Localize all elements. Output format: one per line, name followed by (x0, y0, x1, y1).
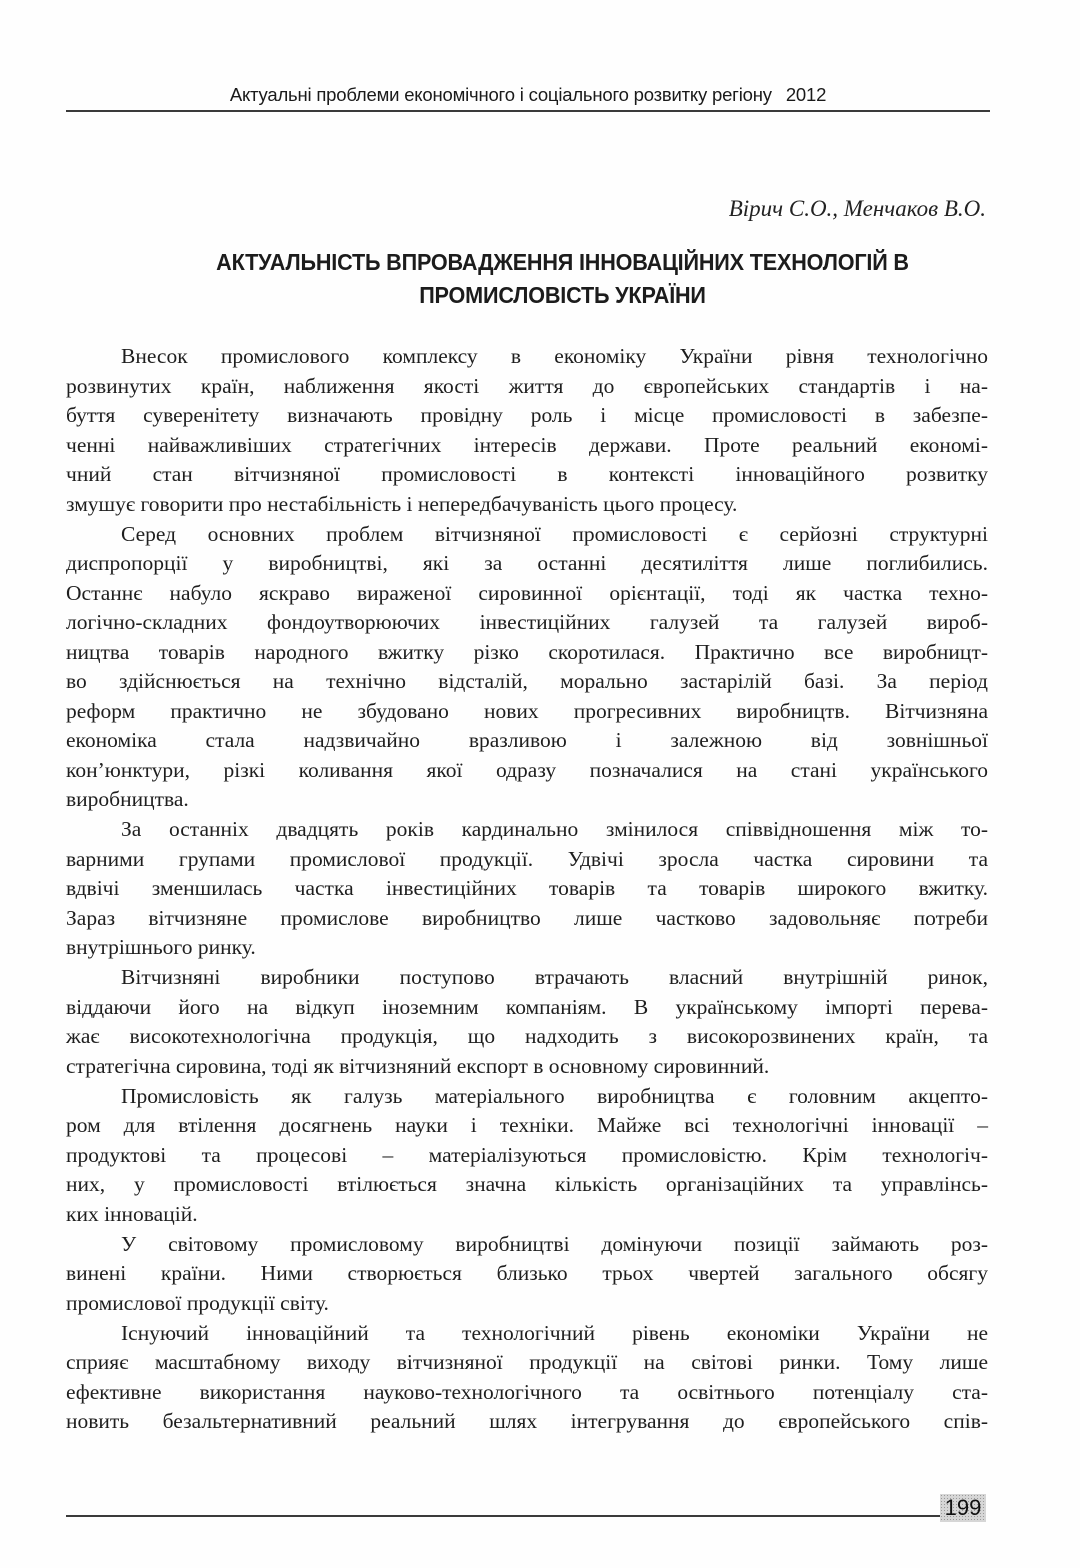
text-line: кон’юнктури, різкі коливання якої одразу позначалися на стані українського (66, 757, 988, 782)
text-line: них, у промисловості втілюється значна кількість організаційних та управлінсь- (66, 1172, 988, 1196)
text-line: У світовому промисловому виробництві домінуючи позиції займають роз- (121, 1231, 988, 1256)
text-line: жає високотехнологічна продукція, що надходить з високорозвинених країн, та (66, 1024, 988, 1048)
text-line: Промисловість як галузь матеріального виробництва є головним акцепто- (121, 1083, 988, 1108)
paragraph (66, 342, 988, 519)
journal-year: 2012 (785, 84, 827, 105)
text-line: внутрішнього ринку. (66, 935, 256, 959)
text-line: Серед основних проблем вітчизняної промисловості є серйозні структурні (121, 521, 988, 546)
text-line: віддаючи його на відкуп іноземним компаніям. В українському імпорті перева- (66, 994, 988, 1019)
text-line: сприяє масштабному виходу вітчизняної продукції на світові ринки. Тому лише (66, 1350, 988, 1374)
article-body (66, 342, 988, 1437)
text-line: За останніх двадцять років кардинально змінилося співвідношення між то- (121, 817, 988, 841)
text-line: ництва товарів народного вжитку різко скоротилася. Практично все виробницт- (66, 639, 988, 664)
text-line: Зараз вітчизняне промислове виробництво лише частково задовольняє потреби (66, 905, 988, 930)
text-line: Внесок промислового комплексу в економіку України рівня технологічно (121, 344, 988, 368)
text-line: буття суверенітету визначають провідну роль і місце промисловості в забезпе- (66, 403, 988, 427)
running-header (66, 84, 990, 106)
text-line: Існуючий інноваційний та технологічний рівень економіки України не (121, 1320, 988, 1345)
text-line: реформ практично не збудовано нових прогресивних виробництв. Вітчизняна (66, 698, 988, 723)
text-line: стратегічна сировина, тоді як вітчизняний експорт в основному сировинний. (66, 1053, 770, 1078)
paragraph (66, 1082, 988, 1230)
text-line: чний стан вітчизняної промисловості в контексті інноваційного розвитку (66, 462, 988, 486)
text-line: економіка стала надзвичайно вразливою і залежною від зовнішньої (66, 728, 988, 752)
article-title (146, 246, 979, 312)
text-line: новить безальтернативний реальний шлях інтегрування до європейського спів- (66, 1409, 988, 1433)
title-line: ПРОМИСЛОВІСТЬ УКРАЇНИ (419, 282, 706, 308)
text-line: ром для втілення досягнень науки і техніки. Майже всі технологічні інновації – (66, 1113, 988, 1137)
journal-title: Актуальні проблеми економічного і соціального розвитку регіону (229, 84, 772, 105)
text-line: винені країни. Ними створюється близько трьох чвертей загального обсягу (66, 1261, 988, 1285)
text-line: ких інновацій. (66, 1201, 198, 1226)
text-line: виробництва. (66, 787, 189, 811)
text-line: логічно-складних фондоутворюючих інвестиційних галузей та галузей вироб- (66, 610, 988, 634)
text-line: Вітчизняні виробники поступово втрачають власний внутрішній ринок, (121, 965, 988, 989)
text-line: во здійснюється на технічно відсталій, морально застарілій базі. За період (66, 669, 988, 693)
header-rule (66, 110, 990, 112)
footer-rule (66, 1515, 940, 1517)
text-line: диспропорції у виробництві, які за останні десятиліття лише поглибились. (66, 551, 988, 575)
article-authors: Вірич С.О., Менчаков В.О. (728, 196, 986, 221)
paragraph (66, 1319, 988, 1437)
text-line: ченні найважливіших стратегічних інтересів держави. Проте реальний економі- (66, 432, 988, 457)
title-line: АКТУАЛЬНІСТЬ ВПРОВАДЖЕННЯ ІННОВАЦІЙНИХ ТЕХНОЛОГІЙ В (216, 249, 909, 275)
paragraph (66, 520, 988, 815)
paragraph (66, 1230, 988, 1319)
paragraph (66, 963, 988, 1081)
text-line: вдвічі зменшилась частка інвестиційних товарів та товарів широкого вжитку. (66, 876, 988, 900)
paragraph (66, 815, 988, 963)
text-line: змушує говорити про нестабільність і непередбачуваність цього процесу. (66, 491, 738, 516)
text-line: промислової продукції світу. (66, 1290, 329, 1315)
text-line: ефективне використання науково-технологічного та освітнього потенціалу ста- (66, 1379, 988, 1404)
page-number: 199 (940, 1494, 986, 1522)
text-line: Останнє набуло яскраво вираженої сировинної орієнтації, тоді як частка техно- (66, 580, 988, 605)
text-line: розвинутих країн, наближення якості життя до європейських стандартів і на- (66, 373, 988, 398)
text-line: продуктові та процесові – матеріалізуються промисловістю. Крім технологіч- (66, 1142, 988, 1167)
text-line: варними групами промислової продукції. Удвічі зросла частка сировини та (66, 846, 988, 871)
